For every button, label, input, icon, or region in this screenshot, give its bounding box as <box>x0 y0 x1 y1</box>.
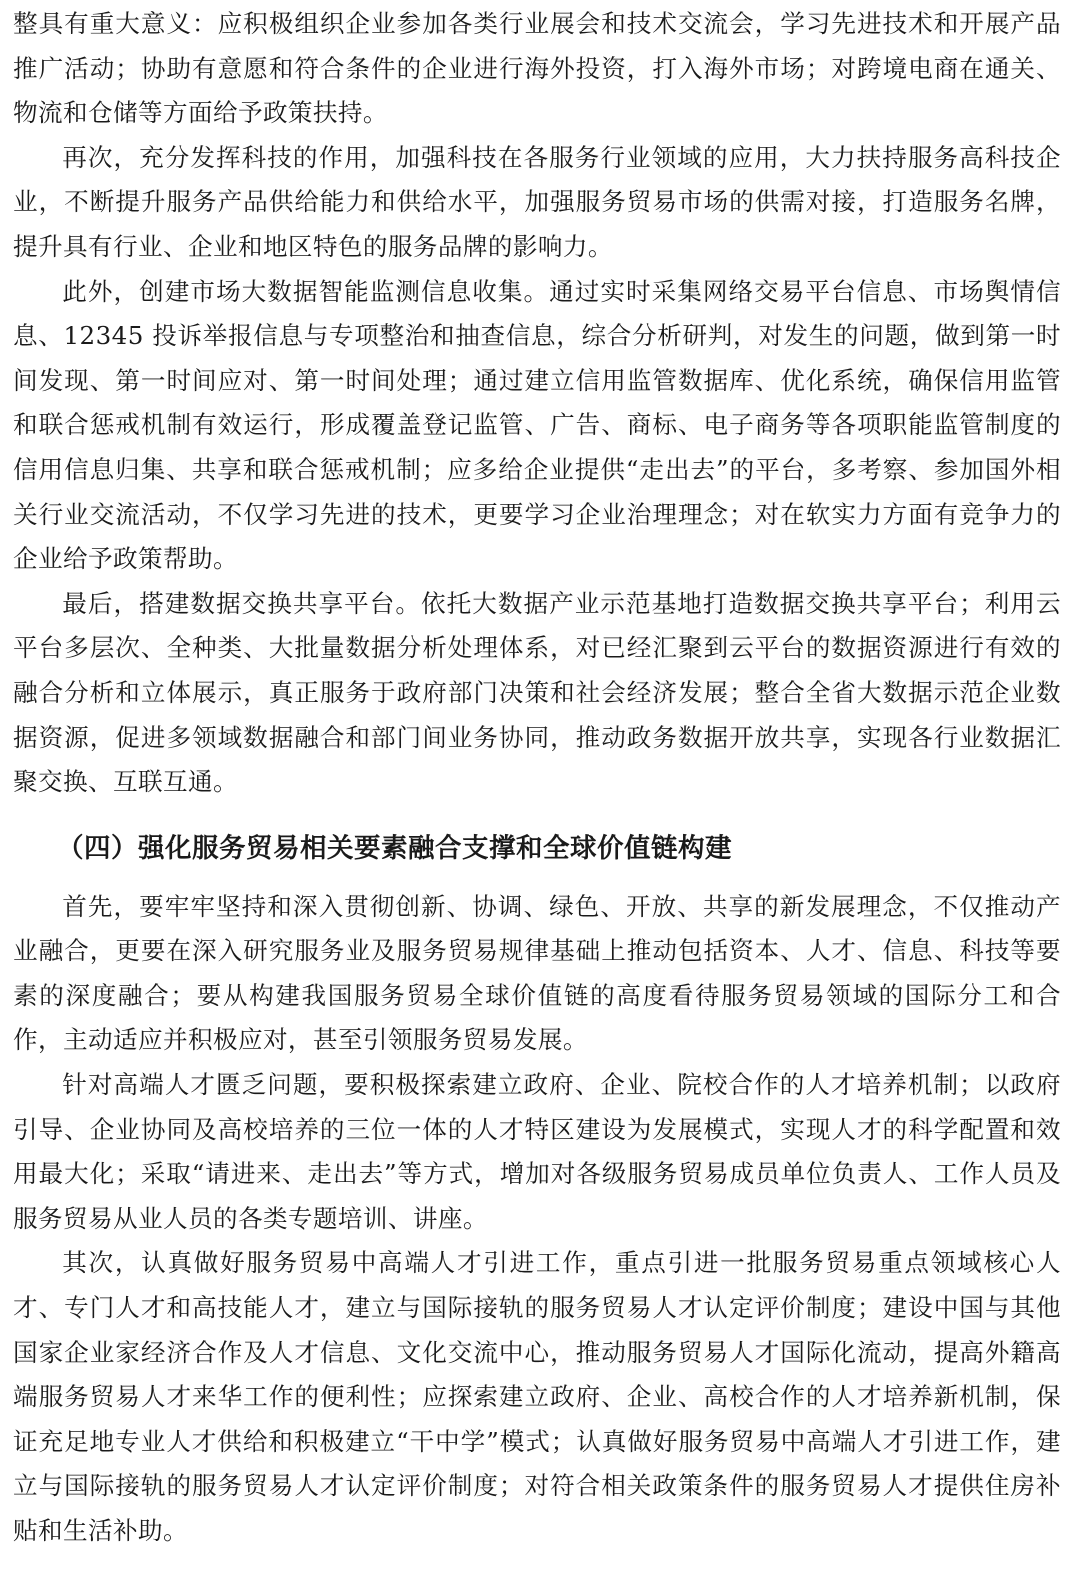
section-heading: （四）强化服务贸易相关要素融合支撑和全球价值链构建 <box>57 832 732 864</box>
paragraph-data-sharing-platform: 最后，搭建数据交换共享平台。依托大数据产业示范基地打造数据交换共享平台；利用云平台多层次、全种类、大批量数据分析处理体系，对已经汇聚到云平台的数据资源进行有效的融合分析和立体展示，真正服务于政府部门决策和社会经济发展；整合全省大数据示范企业数据资源，促进多领域数据融合和部门间业务协同，推动政务数据开放共享，实现各行业数据汇聚交换、互联互通。 <box>13 588 1061 797</box>
paragraph-factor-integration: 首先，要牢牢坚持和深入贯彻创新、协调、绿色、开放、共享的新发展理念，不仅推动产业融合，更要在深入研究服务业及服务贸易规律基础上推动包括资本、人才、信息、科技等要素的深度融合；要从构建我国服务贸易全球价值链的高度看待服务贸易领域的国际分工和合作，主动适应并积极应对，甚至引领服务贸易发展。 <box>13 891 1061 1055</box>
paragraph-talent-introduction: 其次，认真做好服务贸易中高端人才引进工作，重点引进一批服务贸易重点领域核心人才、专门人才和高技能人才，建立与国际接轨的服务贸易人才认定评价制度；建设中国与其他国家企业家经济合作及人才信息、文化交流中心，推动服务贸易人才国际化流动，提高外籍高端服务贸易人才来华工作的便利性；应探索建立政府、企业、高校合作的人才培养新机制，保证充足地专业人才供给和积极建立“干中学”模式；认真做好服务贸易中高端人才引进工作，建立与国际接轨的服务贸易人才认定评价制度；对符合相关政策条件的服务贸易人才提供住房补贴和生活补助。 <box>13 1248 1061 1545</box>
paragraph-talent-training: 针对高端人才匮乏问题，要积极探索建立政府、企业、院校合作的人才培养机制；以政府引导、企业协同及高校培养的三位一体的人才特区建设为发展模式，实现人才的科学配置和效用最大化；采取“请进来、走出去”等方式，增加对各级服务贸易成员单位负责人、工作人员及服务贸易从业人员的各类专题培训、讲座。 <box>13 1070 1061 1233</box>
document-page <box>13 2 1061 1554</box>
paragraph-technology: 再次，充分发挥科技的作用，加强科技在各服务行业领域的应用，大力扶持服务高科技企业，不断提升服务产品供给能力和供给水平，加强服务贸易市场的供需对接，打造服务名牌，提升具有行业、企业和地区特色的服务品牌的影响力。 <box>13 142 1061 261</box>
paragraph-continued: 整具有重大意义：应积极组织企业参加各类行业展会和技术交流会，学习先进技术和开展产品推广活动；协助有意愿和符合条件的企业进行海外投资，打入海外市场；对跨境电商在通关、物流和仓储等方面给予政策扶持。 <box>13 9 1061 128</box>
paragraph-big-data-monitoring: 此外，创建市场大数据智能监测信息收集。通过实时采集网络交易平台信息、市场舆情信息、12345 投诉举报信息与专项整治和抽查信息，综合分析研判，对发生的问题，做到第一时间发现、第一时间应对、第一时间处理；通过建立信用监管数据库、优化系统，确保信用监管和联合惩戒机制有效运行，形成覆盖登记监管、广告、商标、电子商务等各项职能监管制度的信用信息归集、共享和联合惩戒机制；应多给企业提供“走出去”的平台，多考察、参加国外相关行业交流活动，不仅学习先进的技术，更要学习企业治理理念；对在软实力方面有竞争力的企业给予政策帮助。 <box>13 276 1061 574</box>
